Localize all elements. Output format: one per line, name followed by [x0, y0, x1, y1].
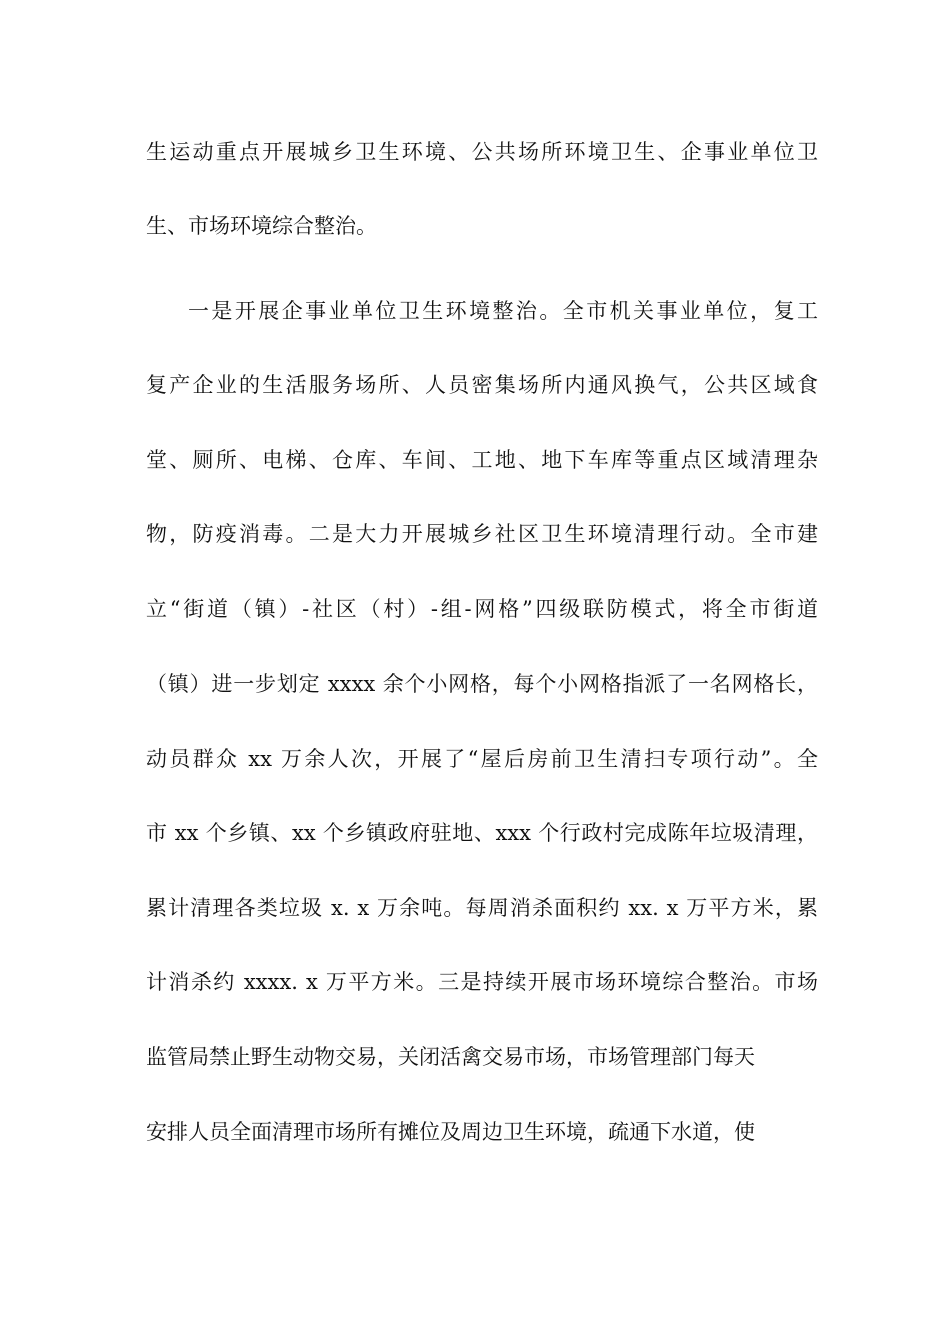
- text-line: 生运动重点开展城乡卫生环境、公共场所环境卫生、企事业单位卫: [146, 140, 818, 164]
- text-line: 复产企业的生活服务场所、人员密集场所内通风换气，公共区域食: [146, 373, 818, 397]
- text-line: 计消杀约 xxxx. x 万平方米。三是持续开展市场环境综合整治。市场: [146, 970, 818, 994]
- text-line: 市 xx 个乡镇、xx 个乡镇政府驻地、xxx 个行政村完成陈年垃圾清理，: [146, 821, 818, 845]
- text-line: 物，防疫消毒。二是大力开展城乡社区卫生环境清理行动。全市建: [146, 522, 818, 546]
- text-line: 堂、厕所、电梯、仓库、车间、工地、地下车库等重点区域清理杂: [146, 448, 818, 472]
- paragraph-first-line: 一是开展企事业单位卫生环境整治。全市机关事业单位，复工: [188, 299, 818, 323]
- text-line: 累计清理各类垃圾 x. x 万余吨。每周消杀面积约 xx. x 万平方米，累: [146, 896, 818, 920]
- text-line: （镇）进一步划定 xxxx 余个小网格，每个小网格指派了一名网格长，: [146, 672, 818, 696]
- text-line: 动员群众 xx 万余人次，开展了“屋后房前卫生清扫专项行动”。全: [146, 747, 818, 771]
- text-line: 立“街道（镇）-社区（村）-组-网格”四级联防模式，将全市街道: [146, 597, 818, 621]
- text-line: 安排人员全面清理市场所有摊位及周边卫生环境，疏通下水道，使: [146, 1120, 755, 1144]
- text-line: 生、市场环境综合整治。: [146, 214, 377, 238]
- text-line: 监管局禁止野生动物交易，关闭活禽交易市场，市场管理部门每天: [146, 1045, 755, 1069]
